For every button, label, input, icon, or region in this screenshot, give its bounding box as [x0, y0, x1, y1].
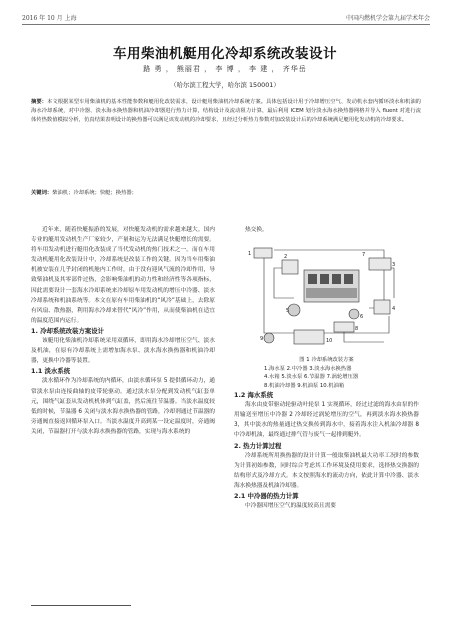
left-column	[31, 225, 215, 437]
figure-caption: 图 1 冷却系统改装方案	[299, 357, 354, 364]
part-label: 8	[355, 326, 359, 333]
cooling-system-schematic-icon	[234, 238, 419, 353]
keywords-text: 柴油机；冷却系统；快艇；换热器；	[52, 190, 137, 196]
scheme-paragraph: 该艇用化柴油机冷却系统采用双循环，即用海水冷却增压空气、淡水及机油，在原有冷却系统上需增加海水泵、淡水海水换热器和机油冷却器，更换中冷器等装置。	[31, 338, 215, 365]
abstract-text: 本文根据某型车用柴油机的基本性能参数和艇用化改装需求，设计艇用柴油机冷却系统方案。具体包括设计用于冷却增压空气、发动机水套内循环淡水和机油的海水冷却系统，对中冷器、淡水海水换热器和机油冷却器进行热力计算，结构设计及流动阻力计算，最后利用 ICEM 划分淡水海水换热器网格并导入 fluent 对进行流体传热数值模拟分析，仿真结果表明设计的换热器可以满足该发动机的冷却要求，且经过分析热力参数对加改装设计后的冷却系统满足艇用化发动机的冷却要求。	[31, 99, 421, 124]
keywords	[31, 189, 421, 198]
affiliation: （哈尔滨工程大学，哈尔滨 150001）	[170, 81, 280, 89]
footnote-rule	[31, 605, 131, 606]
abstract-label: 摘要：	[31, 99, 48, 105]
section-heading-1-1: 1.1 淡水系统	[31, 367, 71, 376]
part-label: 7	[362, 252, 366, 259]
freshwater-paragraph: 淡水循环作为冷却系统的内循环，由淡水循环泵 5 提供循环动力，通常淡水泵由连接曲轴的皮带轮驱动。通过淡水泵分配到发动机气缸套单元，围绕气缸套从发动机机体到气缸盖，然后流往节温器。当淡水温度较低的时候，节温器 6 关闭与淡水海水换热器的管路，冷却剂通过节温器的旁通阀直接返回循环泵入口。当淡水温度升高到某一设定温度时，旁通阀关闭，节温器打开与淡水海水换热器的管路，实现与海水系统的	[31, 378, 215, 435]
abstract	[31, 98, 421, 125]
cooling-system-figure	[234, 238, 419, 353]
part-label: 4	[392, 306, 396, 313]
figure-legend-line: 8.机油冷却器 9.机油泵 10.机油箱	[264, 382, 345, 389]
author-list: 路 勇 ， 熊丽君 ， 李 博 ， 李 建 ， 齐华岳	[143, 65, 307, 73]
section-heading-2: 2. 热力计算过程	[234, 441, 282, 450]
intercooler-paragraph: 中冷器因增压空气的温度较高且需要	[245, 503, 336, 510]
right-column	[234, 225, 419, 511]
section-heading-1: 1. 冷却系统改装方案设计	[31, 326, 105, 335]
header-rule	[22, 24, 430, 25]
section-heading-1-2: 1.2 海水系统	[234, 391, 274, 400]
part-label: 3	[392, 262, 396, 269]
intro-paragraph: 近年来，随着快艇振游的发展，对快艇发动机的需求越来越大。国内专业的艇用发动机生产厂家较少，产量和运为无法满足快艇增长的需要。将车用发动机进行艇用化改装成了当代发动机的热门技术之一。而在车用发动机艇用化改装设计中，冷却系统是改装工作的关键。因为当车用柴油机被安装在几乎封闭的机舱内工作时，由于没有迎风气流的冷却作用，导致柴油机及其零部件过热，会影响柴油机的动力性和经济性等各项指标，因此需要设计一套海水冷却系统来冷却原车用发动机的增压中冷器、淡水冷却系统和机油系统等。本文在原有车用柴油机的“风冷”基础上，去除原有风扇、散热器，利用海水冷却来替代“风冷”作用，从而使柴油机在适宜的温度范围内运行。	[31, 227, 215, 324]
continued-text: 热交换。	[245, 227, 268, 233]
part-label: 5	[286, 308, 290, 315]
paper-title: 车用柴油机艇用化冷却系统改装设计	[113, 46, 337, 62]
seawater-paragraph: 海水由皮带驱动轮驱动叶轮泵 1 实现循环，经过过滤的海水由泵的作用输送至增压中冷器 2 冷却经过涡轮增压的空气，再到淡水海水换热器 3，其中淡水的热量通过热交换传到海水中，接着海水注入机油冷却器 8 中冷却机油，最终通过排气管与废气一起排到艇外。	[234, 402, 419, 439]
thermal-calc-paragraph: 冷却系统所用换热器的设计计算一般取柴油机最大功率工况时的参数为计算初始参数，同时综合考虑其工作环境及使用要求，选择热交换器的结构形式及冷却方式。本文按照海水的流动方向，依此计算中冷器、淡水海水换热器及机油冷却器。	[234, 452, 419, 489]
keywords-label: 关键词：	[31, 190, 53, 196]
part-label: 1	[248, 251, 252, 258]
part-label: 10	[326, 338, 333, 345]
part-label: 2	[284, 254, 288, 261]
part-label: 9	[260, 336, 264, 343]
header-conference: 中国内燃机学会第九届学术年会	[345, 15, 430, 22]
figure-legend-line: 4.水箱 5.淡水泵 6.节温器 7.涡轮增压器	[264, 374, 359, 381]
header-date: 2016 年 10 月 上海	[22, 15, 77, 22]
section-heading-2-1: 2.1 中冷器的热力计算	[234, 492, 299, 501]
part-label: 6	[360, 314, 364, 321]
figure-legend-line: 1.海水泵 2.中冷器 3.淡水海水换热器	[264, 365, 352, 372]
